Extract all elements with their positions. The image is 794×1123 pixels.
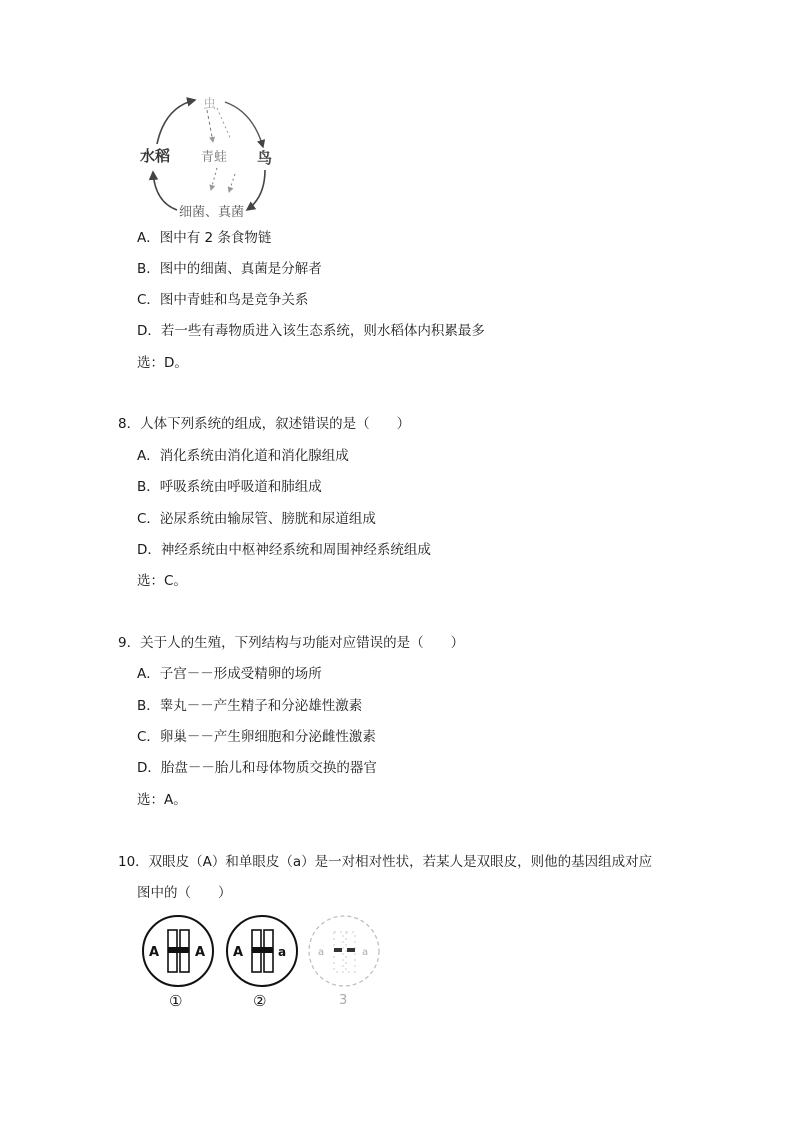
cell1-allele-left: A (149, 945, 160, 960)
q7-option-a: A．图中有 2 条食物链 (137, 230, 272, 246)
cell-diagram-1 (138, 914, 218, 1014)
arrow-insect-to-frog-2 (217, 108, 231, 140)
q7-option-c: C．图中青蛙和鸟是竞争关系 (137, 292, 309, 308)
arrow-bird-to-decomposer (247, 170, 265, 210)
q9-option-b: B．睾丸－－产生精子和分泌雄性激素 (137, 698, 363, 714)
node-decomposer: 细菌、真菌 (179, 205, 245, 220)
q7-answer: 选：D。 (137, 355, 188, 371)
q8-option-a: A．消化系统由消化道和消化腺组成 (137, 448, 349, 464)
q9-option-a: A．子宫－－形成受精卵的场所 (137, 666, 322, 682)
arrow-decomposer-to-rice (153, 172, 177, 210)
q9-option-d: D．胎盘－－胎儿和母体物质交换的器官 (137, 760, 377, 776)
q8-option-c: C．泌尿系统由输尿管、膀胱和尿道组成 (137, 511, 376, 527)
arrow-insect-to-bird (225, 102, 263, 147)
cell-diagram-3 (304, 914, 384, 1014)
cell3-label: 3 (339, 993, 348, 1008)
node-frog: 青蛙 (201, 150, 228, 165)
q8-answer: 选：C。 (137, 573, 187, 589)
cell2-allele-left: A (233, 945, 244, 960)
q7-option-d: D．若一些有毒物质进入该生态系统，则水稻体内积累最多 (137, 323, 485, 339)
cell2-label: ② (253, 992, 267, 1010)
cell-diagram-2 (222, 914, 302, 1014)
q7-option-b: B．图中的细菌、真菌是分解者 (137, 261, 322, 277)
q10-stem-line2: 图中的（ ） (137, 885, 232, 901)
cell2-allele-right: a (278, 945, 287, 959)
arrow-insect-to-frog (207, 110, 213, 142)
arrow-rice-to-insect (157, 100, 195, 144)
node-bird: 鸟 (257, 149, 273, 167)
node-rice: 水稻 (140, 147, 171, 165)
q10-stem-line1: 10．双眼皮（A）和单眼皮（a）是一对相对性状，若某人是双眼皮，则他的基因组成对应 (118, 854, 653, 870)
food-web-figure (135, 92, 285, 222)
q8-option-d: D．神经系统由中枢神经系统和周围神经系统组成 (137, 542, 431, 558)
node-insect: 虫 (203, 97, 217, 112)
q9-stem: 9．关于人的生殖，下列结构与功能对应错误的是（ ） (118, 635, 465, 651)
cell3-allele-right: a (362, 947, 369, 958)
q8-option-b: B．呼吸系统由呼吸道和肺组成 (137, 479, 322, 495)
cell3-allele-left: a (318, 947, 325, 958)
q9-answer: 选：A。 (137, 792, 187, 808)
cell1-label: ① (169, 992, 183, 1010)
cell1-allele-right: A (195, 945, 206, 960)
q8-stem: 8．人体下列系统的组成，叙述错误的是（ ） (118, 416, 411, 432)
arrow-frog-to-decomposer-2 (229, 174, 235, 192)
arrow-frog-to-decomposer (211, 168, 217, 190)
q9-option-c: C．卵巢－－产生卵细胞和分泌雌性激素 (137, 729, 376, 745)
